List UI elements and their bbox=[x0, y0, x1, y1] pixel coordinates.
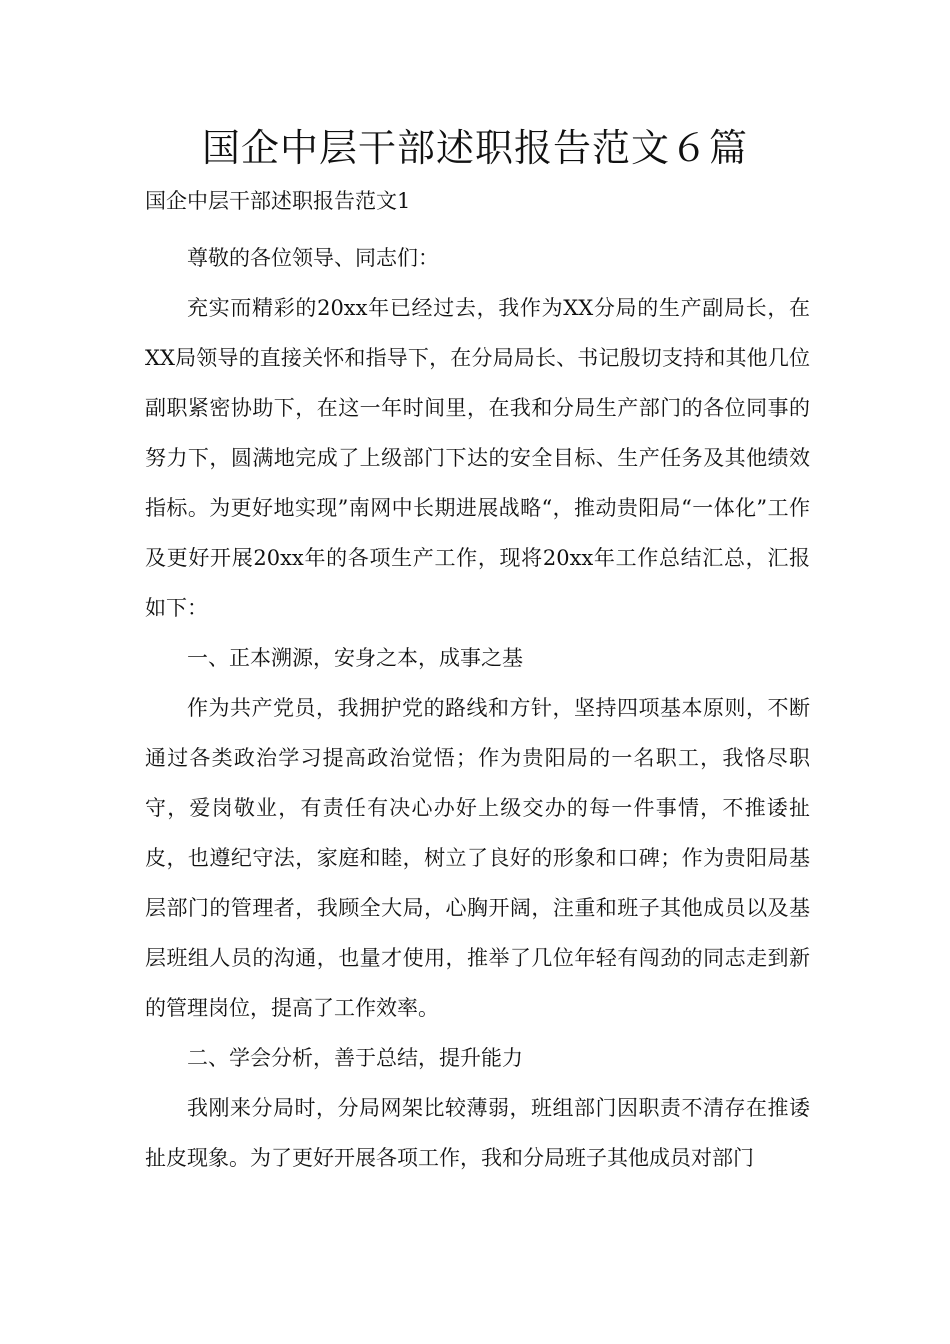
document-body bbox=[145, 183, 810, 1183]
paragraph-intro: 充实而精彩的20xx年已经过去，我作为XX分局的生产副局长，在XX局领导的直接关怀和指导下，在分局局长、书记殷切支持和其他几位副职紧密协助下，在这一年时间里，在我和分局生产部门的各位同事的努力下，圆满地完成了上级部门下达的安全目标、生产任务及其他绩效指标。为更好地实现”南网中长期进展战略“，推动贵阳局“一体化”工作及更好开展20xx年的各项生产工作，现将20xx年工作总结汇总，汇报如下： bbox=[145, 296, 810, 620]
paragraph-section-2: 我刚来分局时，分局网架比较薄弱，班组部门因职责不清存在推诿扯皮现象。为了更好开展各项工作，我和分局班子其他成员对部门 bbox=[145, 1096, 810, 1170]
paragraph-section-1: 作为共产党员，我拥护党的路线和方针，坚持四项基本原则，不断通过各类政治学习提高政治觉悟；作为贵阳局的一名职工，我恪尽职守，爱岗敬业，有责任有决心办好上级交办的每一件事情，不推诿扯皮，也遵纪守法，家庭和睦，树立了良好的形象和口碑；作为贵阳局基层部门的管理者，我顾全大局，心胸开阔，注重和班子其他成员以及基层班组人员的沟通，也量才使用，推举了几位年轻有闯劲的同志走到新的管理岗位，提高了工作效率。 bbox=[145, 696, 810, 1020]
section-subtitle: 国企中层干部述职报告范文1 bbox=[145, 189, 411, 213]
document-title: 国企中层干部述职报告范文６篇 bbox=[201, 126, 748, 170]
section-heading-1: 一、正本溯源，安身之本，成事之基 bbox=[187, 646, 523, 670]
greeting-line: 尊敬的各位领导、同志们： bbox=[187, 246, 439, 270]
section-heading-2: 二、学会分析，善于总结，提升能力 bbox=[187, 1046, 523, 1070]
